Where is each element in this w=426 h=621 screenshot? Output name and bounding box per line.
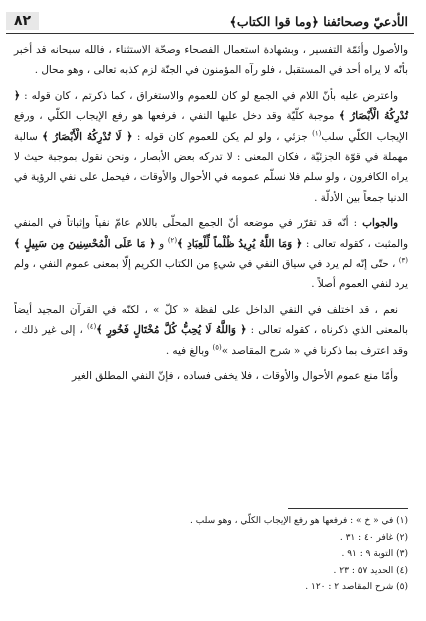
text-run: والأصول وأئمّة التفسير ، وبشهادة استعمال الفصحاء وصحّة الاستثناء ، فالله سبحانه قد أخبر بأنّه لا يراه أحد في المستقبل ، فلو رآه المؤمنون في الجنّة لزم كذبه تعالى ، وهو محال . (14, 44, 408, 77)
text-run: : أنّه قد تقرّر في موضعه أنّ الجمع المحلّى باللام عامّ نفياً وإثباتاً في المنفي والمثبت ، كقوله تعالى : (14, 217, 409, 250)
paragraph (14, 366, 408, 386)
paragraph (14, 213, 408, 295)
quran-quote: ﴿ مَا عَلَى الْمُحْسِنِينَ مِن سَبِيلٍ ﴾ (14, 237, 156, 250)
text-run: وبالغ فيه . (165, 344, 213, 357)
quran-quote: ﴿ لَا تُدْرِكُهُ الْأَبْصَارُ ﴾ (42, 130, 133, 143)
quran-quote: ﴿ وَاللَّهُ لَا يُحِبُّ كُلَّ مُخْتَالٍ فَخُورٍ ﴾ (96, 324, 247, 337)
quran-quote: ﴿ وَمَا اللَّهُ يُرِيدُ ظُلْماً لِّلْعِبَادِ ﴾ (177, 237, 303, 250)
footnote-ref: (٥) (212, 343, 222, 352)
text-run: وأمّا منع عموم الأحوال والأوقات ، فلا يخفى فساده ، فإنّ النفي المطلق الغير (72, 370, 398, 383)
text-run: ، حتّى إنّه لم يرد في سياق النفي في شيءٍ من الكتاب الكريم إلّا بمعنى عموم النفي ، ولم يرد لنفي العموم أصلاً . (14, 258, 408, 291)
footnote: (٣) التوبة ٩ : ٩١ . (341, 549, 408, 559)
text-run: جزئي ، ولو لم يكن للعموم كان قوله : (132, 130, 313, 143)
text-run: ، إلى غير ذلك ، وقد اعترف بما ذكرنا في « شرح المقاصد » (14, 324, 408, 357)
text-run: واعترض عليه بأنّ اللام في الجمع لو كان للعموم والاستغراق ، كما ذكرتم ، كان قوله : (20, 89, 398, 102)
footnotes (14, 513, 408, 596)
text-run: موجبة كلّيّة وقد دخل عليها النفي ، فرفعها هو رفع الإيجاب الكلّي ، ورفع الإيجاب الكلّي سلب (14, 110, 408, 143)
footnote-ref: (٤) (87, 322, 97, 331)
footnote-ref: (١) (312, 129, 322, 138)
page-number: ٨٢ (6, 12, 39, 30)
text-run: نعم ، قد اختلف في النفي الداخل على لفظة « كلّ » ، لكنّه في القرآن المجيد أيضاً بالمعنى الذي ذكرناه ، كقوله تعالى : (14, 303, 408, 337)
footnote: (٥) شرح المقاصد ٢ : ١٢٠ . (305, 582, 408, 592)
footnote: (١) في « خ » : فرفعها هو رفع الإيجاب الكلّي ، وهو سلب . (190, 516, 408, 526)
paragraph (14, 40, 408, 81)
lead-word: والجواب (362, 217, 398, 230)
running-title: الأدعيّ وصحائفنا ﴿وما قوا الكتاب﴾ (229, 14, 408, 29)
footnote-divider (288, 508, 408, 509)
paragraph (14, 86, 408, 208)
quran-quote: ﴿ تُدْرِكُهُ الْأَبْصَارُ ﴾ (14, 89, 409, 123)
body-text (14, 40, 408, 392)
footnote: (٤) الحديد ٥٧ : ٢٣ . (333, 565, 408, 576)
text-run: سالبة مهملة في قوّة الجزئيّة ، فكان المعنى : لا تدركه بعض الأبصار ، ونحن نقول بموجبة حيث لا يراه الكافرون ، ولو سلم فلا نسلّم عمومه في الأحوال والأوقات ، فيحمل على نفي الرؤية في الدنيا جمعاً بين الأدلّة . (14, 130, 408, 204)
page-header (6, 4, 414, 34)
footnote-ref: (٢) (167, 236, 178, 245)
footnote: (٢) غافر ٤٠ : ٣١ . (339, 532, 408, 543)
footnote-ref: (٣) (398, 256, 408, 265)
text-run: و (155, 237, 168, 250)
paragraph (14, 300, 408, 361)
